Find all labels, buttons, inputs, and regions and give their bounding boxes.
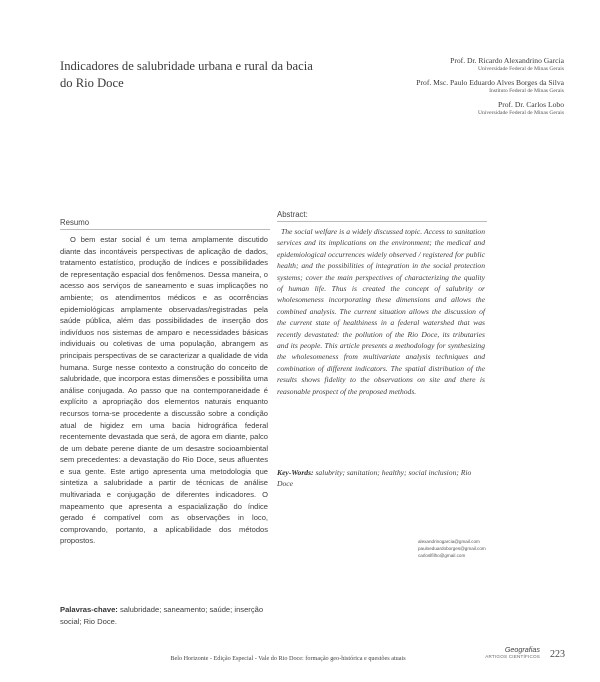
- journal-mark: [480, 645, 540, 660]
- abstract-divider: [277, 221, 487, 222]
- author-emails: [418, 538, 538, 559]
- key-words-list: salubrity; sanitation; healthy; social inclusion; Rio Doce: [277, 468, 472, 489]
- abstract-text: The social welfare is a widely discussed topic. Access to sanitation services and its implications on the environment; the medical and epidemiological occurrences widely observed / registered for public health; and the possibilities of integration in the social protection systems; cover the main perspectives of characterizing the quality of human life. Thus is created the concept of salubrity or wholesomeness incorporating these dimensions and allows the combined analysis. The current situation allows the discussion of the current state of healthiness in a federal watershed that was recently devastated: the pollution of the Rio Doce, its tributaries and its people. This article presents a methodology for synthesizing the wholesomeness from multivariate analysis techniques and combination of different indicators. The spatial distribution of the results shows fidelity to the observations on site and there is reasonable prospect of the proposed methods.: [277, 227, 485, 396]
- author-block: [284, 56, 564, 122]
- email-2: pauloeduardoborges@gmail.com: [418, 546, 486, 551]
- author-institution: Universidade Federal de Minas Gerais: [477, 66, 564, 72]
- article-title: Indicadores de salubridade urbana e rural da bacia do Rio Doce: [60, 59, 313, 90]
- author-name: Prof. Dr. Carlos Lobo: [497, 100, 564, 109]
- author-1: [284, 56, 564, 73]
- email-1: alexandrinogarcia@gmail.com: [418, 539, 480, 544]
- email-3: carloslfilho@gmail.com: [418, 553, 466, 558]
- resumo-divider: [60, 229, 270, 230]
- palavras-chave: [60, 604, 268, 627]
- journal-name: Geografias: [504, 645, 540, 654]
- author-3: [284, 100, 564, 117]
- resumo-text: O bem estar social é um tema amplamente discutido diante das incontáveis perspectivas de aplicação de dados, tratamento estatístico, produção de índices e possibilidades de representação espacial dos fenômenos. Dessa maneira, o acesso aos serviços de saneamento e suas implicações no ambiente; os atendimentos médicos e as ocorrências epidemiológicas amplamente observadas/registradas pela saúde pública, além das possibilidades de inserção dos indivíduos nos sistemas de amparo e necessidades básicas individuais ou coletivas de uma população, abrangem as principais perspectivas de se caracterizar a qualidade de vida humana. Surge nesse contexto a construção do conceito de salubridade, que incorpora estas dimensões e possibilita uma análise conjugada. Ao passo que na contemporaneidade é explícito a apropriação dos elementos naturais enquanto recursos torna-se procedente a discussão sobre a condição atual de higidez em uma bacia hidrográfica federal recentemente devastada que será, de agora em diante, palco de um debate perene diante de um desastre socioambiental sem precedentes: a devastação do Rio Doce, seus afluentes e sua gente. Este artigo apresenta uma metodologia que sintetiza a salubridade a partir de técnicas de análise multivariada e conjugação de diferentes indicadores. O mapeamento que apresenta a espacialização do índice gerado é compatível com as observações in loco, comprovando, portanto, a aplicabilidade dos métodos propostos.: [60, 235, 268, 546]
- author-institution: Instituto Federal de Minas Gerais: [489, 88, 564, 94]
- key-words-label: Key-Words:: [277, 468, 314, 477]
- journal-section: ARTIGOS CIENTÍFICOS: [485, 654, 540, 659]
- palavras-chave-list: salubridade; saneamento; saúde; inserção social; Rio Doce.: [60, 605, 264, 626]
- page-number: 223: [550, 649, 565, 660]
- palavras-chave-label: Palavras-chave:: [60, 605, 118, 614]
- abstract-heading: Abstract:: [277, 210, 308, 219]
- author-institution: Universidade Federal de Minas Gerais: [477, 110, 564, 116]
- key-words: [277, 467, 485, 490]
- author-name: Prof. Dr. Ricardo Alexandrino Garcia: [450, 56, 564, 65]
- author-2: [284, 78, 564, 95]
- page-footer: Belo Horizonte - Edição Especial - Vale do Rio Doce: formação geo-histórica e questões atuais: [170, 655, 406, 662]
- resumo-heading: Resumo: [60, 218, 90, 227]
- author-name: Prof. Msc. Paulo Eduardo Alves Borges da Silva: [416, 78, 564, 87]
